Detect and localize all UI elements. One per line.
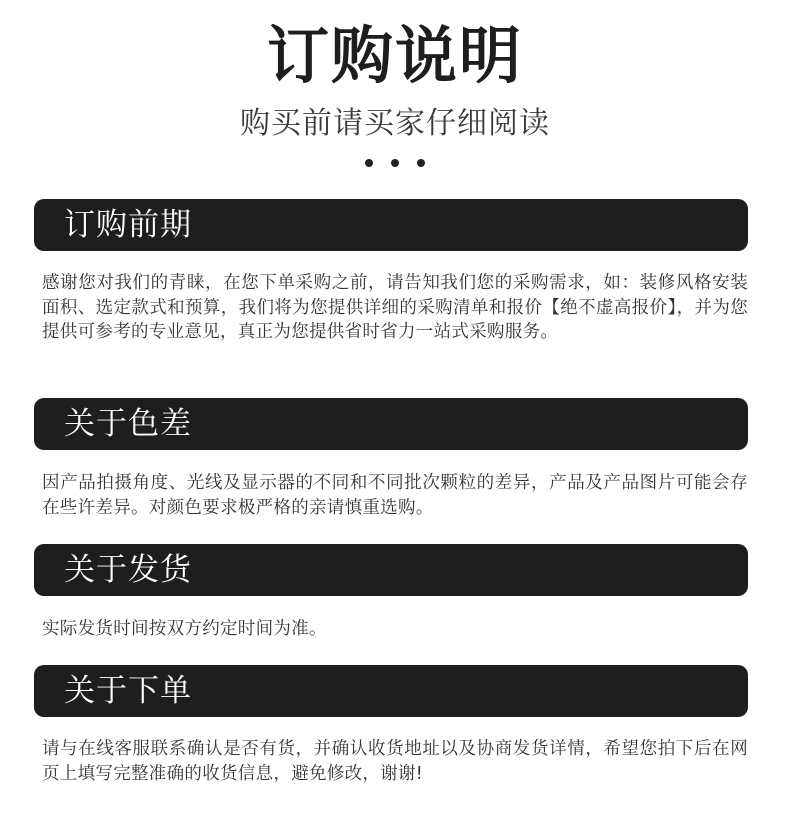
section-heading: 关于色差 [64, 406, 192, 442]
section-header-placing-order [34, 665, 748, 717]
page-subtitle: 购买前请买家仔细阅读 [240, 106, 550, 141]
dot [365, 159, 373, 167]
section-header-ordering [34, 199, 748, 251]
section-heading: 关于发货 [64, 552, 192, 588]
section-text-ordering: 感谢您对我们的青睐，在您下单采购之前，请告知我们您的采购需求，如：装修风格安装面积、选定款式和预算，我们将为您提供详细的采购清单和报价【绝不虚高报价】，并为您提供可参考的专业意见，真正为您提供省时省力一站式采购服务。 [42, 273, 748, 342]
page-title: 订购说明 [266, 19, 523, 92]
dot [417, 159, 425, 167]
section-header-shipping [34, 544, 748, 596]
divider-dots [365, 157, 425, 169]
section-heading: 关于下单 [64, 673, 192, 709]
section-heading: 订购前期 [64, 207, 192, 243]
section-text-placing-order: 请与在线客服联系确认是否有货，并确认收货地址以及协商发货详情，希望您拍下后在网页上填写完整准确的收货信息，避免修改，谢谢! [42, 739, 748, 784]
section-header-color-difference [34, 398, 748, 450]
section-text-color-difference: 因产品拍摄角度、光线及显示器的不同和不同批次颗粒的差异，产品及产品图片可能会存在些许差异。对颜色要求极严格的亲请慎重选购。 [42, 473, 748, 518]
section-text-shipping: 实际发货时间按双方约定时间为准。 [42, 619, 327, 639]
dot [391, 159, 399, 167]
